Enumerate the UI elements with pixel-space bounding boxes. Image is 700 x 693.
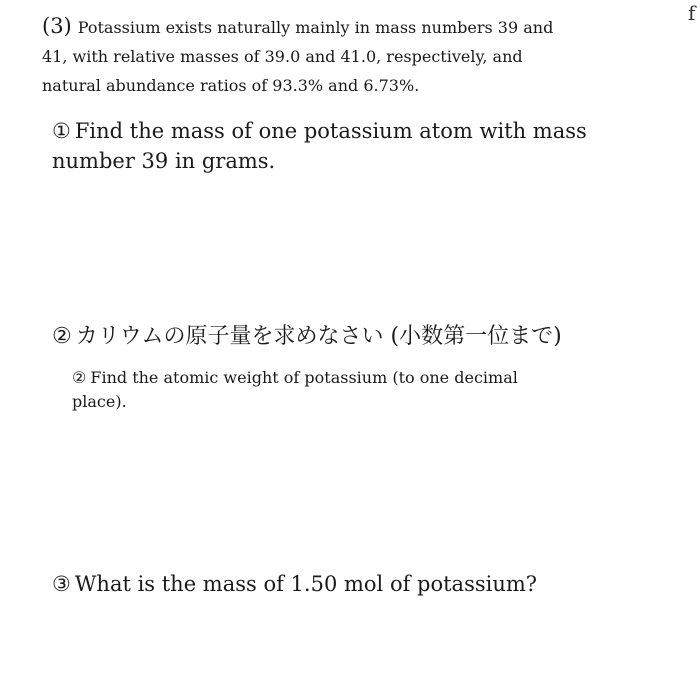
cropped-edge-text: f [688,1,696,25]
question-2-english-marker: ② [72,368,87,387]
question-2-english [72,366,632,414]
question-2-japanese [52,322,672,352]
question-3-marker: ③ [52,572,71,596]
intro-text-line-1: Potassium exists naturally mainly in mass numbers 39 and [77,18,554,37]
question-1-text-line-2: number 39 in grams. [52,149,276,173]
question-2-marker: ② [52,324,72,349]
intro-text-line-3: natural abundance ratios of 93.3% and 6.73%. [42,76,420,95]
problem-intro-line-1 [42,12,642,42]
question-1-text-line-1: Find the mass of one potassium atom with mass [74,119,587,143]
question-1 [52,116,652,176]
question-1-line-1 [52,116,652,146]
question-1-marker: ① [52,119,71,143]
question-2-english-text-line-1: Find the atomic weight of potassium (to one decimal [90,368,518,387]
intro-text-line-2: 41, with relative masses of 39.0 and 41.0, respectively, and [42,47,523,66]
problem-number: (3) [42,14,72,38]
question-2-english-text-line-2: place). [72,392,127,411]
problem-intro [42,12,642,100]
question-2-english-line-1 [72,366,632,390]
question-2-japanese-text: カリウムの原子量を求めなさい (小数第一位まで) [75,324,562,349]
question-3-text: What is the mass of 1.50 mol of potassium? [74,572,538,596]
question-3 [52,569,672,599]
